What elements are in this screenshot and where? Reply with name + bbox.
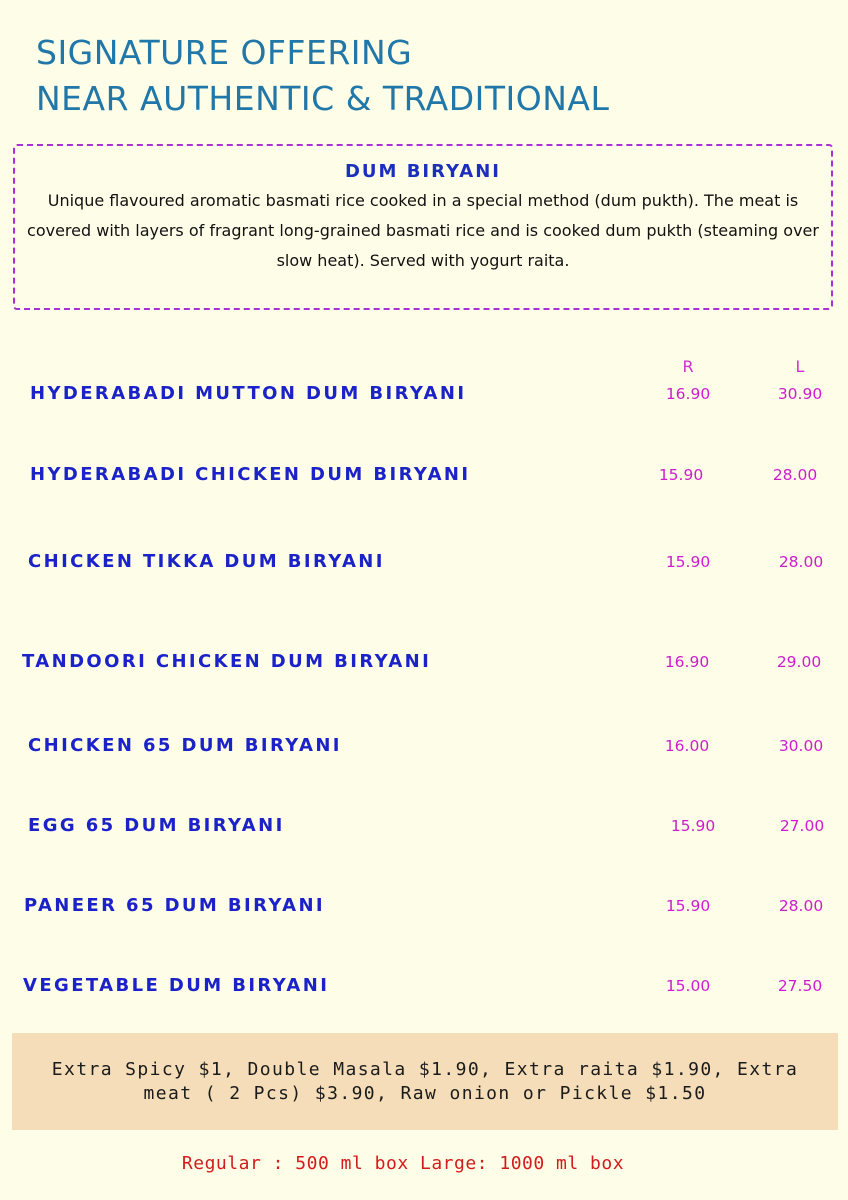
price-regular: 15.90: [665, 553, 711, 571]
menu-item: [0, 811, 848, 841]
price-regular: 15.90: [670, 817, 716, 835]
column-header-regular: R: [682, 357, 694, 376]
price-regular: 15.00: [665, 977, 711, 995]
menu-item: [0, 647, 848, 677]
price-large: 27.00: [779, 817, 825, 835]
description-title: DUM BIRYANI: [344, 161, 502, 182]
price-large: 28.00: [778, 553, 824, 571]
menu-item: [0, 379, 848, 409]
item-name: EGG 65 DUM BIRYANI: [28, 815, 285, 836]
price-large: 29.00: [776, 653, 822, 671]
price-large: 28.00: [778, 897, 824, 915]
column-header-large: L: [795, 357, 805, 376]
price-large: 27.50: [777, 977, 823, 995]
item-name: TANDOORI CHICKEN DUM BIRYANI: [22, 651, 432, 672]
price-large: 28.00: [772, 466, 818, 484]
price-regular: 15.90: [665, 897, 711, 915]
page-heading: [36, 30, 609, 122]
heading-line-2: NEAR AUTHENTIC & TRADITIONAL: [36, 79, 610, 118]
item-name: PANEER 65 DUM BIRYANI: [24, 895, 326, 916]
menu-item: [0, 971, 848, 1001]
menu-item: [0, 547, 848, 577]
heading-line-1: SIGNATURE OFFERING: [36, 33, 413, 72]
menu-item: [0, 460, 848, 490]
description-box: [13, 144, 833, 310]
menu-item: [0, 891, 848, 921]
extras-text: Extra Spicy $1, Double Masala $1.90, Extra raita $1.90, Extra meat ( 2 Pcs) $3.90, Raw onion or Pickle $1.50: [51, 1058, 799, 1104]
price-large: 30.90: [777, 385, 823, 403]
price-regular: 15.90: [658, 466, 704, 484]
item-name: CHICKEN TIKKA DUM BIRYANI: [28, 551, 385, 572]
size-note: Regular : 500 ml box Large: 1000 ml box: [181, 1153, 625, 1174]
price-regular: 16.90: [664, 653, 710, 671]
price-large: 30.00: [778, 737, 824, 755]
item-name: HYDERABADI MUTTON DUM BIRYANI: [30, 383, 467, 404]
extras-banner: [12, 1033, 838, 1130]
menu-item: [0, 731, 848, 761]
item-name: HYDERABADI CHICKEN DUM BIRYANI: [30, 464, 471, 485]
price-regular: 16.00: [664, 737, 710, 755]
description-text: Unique flavoured aromatic basmati rice cooked in a special method (dum pukth). The meat is covered with layers of fragrant long-grained basmati rice and is cooked dum pukth (steaming over slow heat). Served with yogurt raita.: [27, 191, 819, 270]
item-name: CHICKEN 65 DUM BIRYANI: [28, 735, 342, 756]
item-name: VEGETABLE DUM BIRYANI: [23, 975, 330, 996]
price-regular: 16.90: [665, 385, 711, 403]
